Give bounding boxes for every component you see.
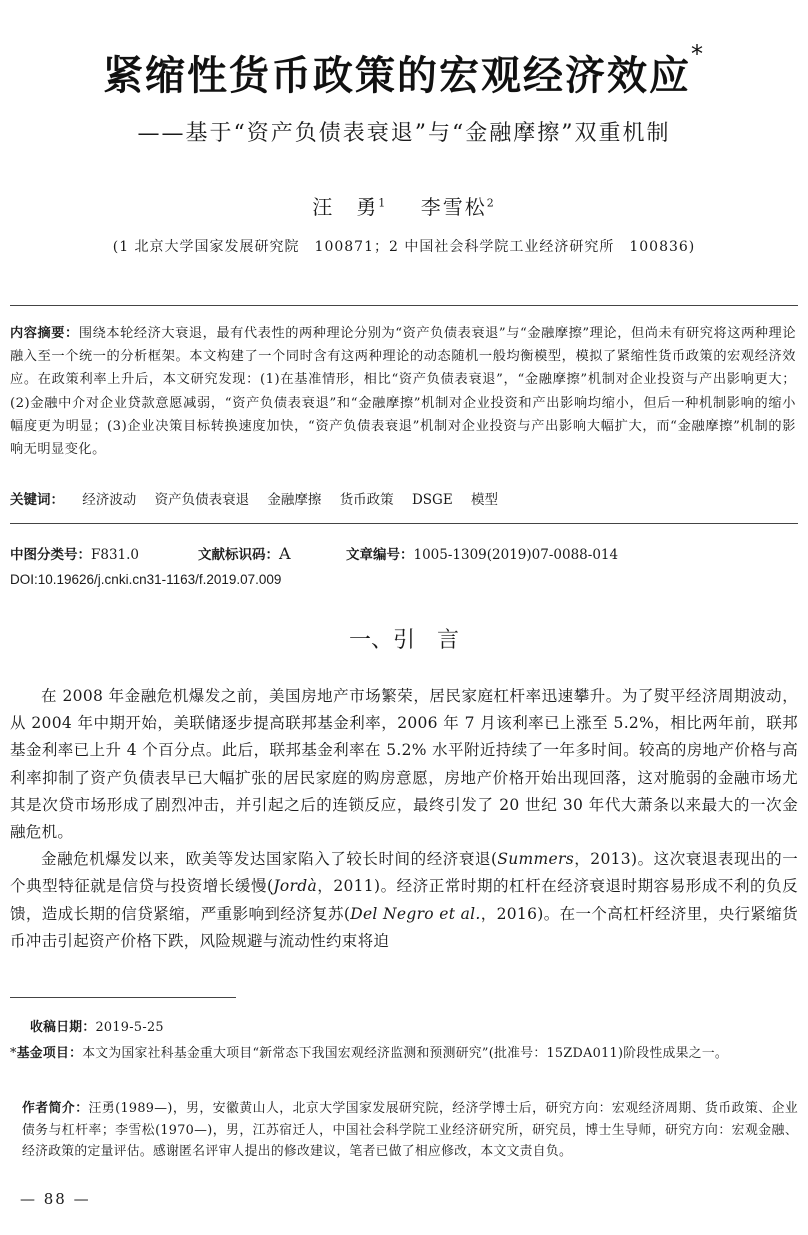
page-number: — 88 —	[20, 1190, 91, 1208]
abstract-text: 围绕本轮经济大衰退，最有代表性的两种理论分别为“资产负债表衰退”与“金融摩擦”理论，但尚未有研究将这两种理论融入至一个统一的分析框架。本文构建了一个同时含有这两种理论的动态随机一般均衡模型，模拟了紧缩性货币政策的宏观经济效应。在政策利率上升后，本文研究发现：(1)在基准情形，相比“资产负债表衰退”，“金融摩擦”机制对企业投资与产出影响更大；(2)金融中介对企业贷款意愿减弱，“资产负债表衰退”和“金融摩擦”机制对企业投资和产出影响均缩小，但后一种机制影响的缩小幅度更为明显；(3)企业决策目标转换速度加快，“资产负债表衰退”机制对企业投资与产出影响大幅扩大，而“金融摩擦”机制的影响无明显变化。	[10, 326, 797, 458]
fund-note	[10, 1043, 798, 1065]
paper-subtitle: ——基于“资产负债表衰退”与“金融摩擦”双重机制	[137, 121, 671, 146]
doi: DOI:10.19626/j.cnki.cn31-1163/f.2019.07.009	[10, 572, 282, 587]
author-affil-mark: 1	[378, 196, 388, 210]
received-label: 收稿日期：	[30, 1020, 96, 1035]
paragraph: 在 2008 年金融危机爆发之前，美国房地产市场繁荣，居民家庭杠杆率迅速攀升。为了熨平经济周期波动，从 2004 年中期开始，美联储逐步提高联邦基金利率，2006 年 7 月该利率已上涨至 5.2%，相比两年前，联邦基金利率已上升 4 个百分点。此后，联邦基金利率在 5.2% 水平附近持续了一年多时间。较高的房地产价格与高利率抑制了资产负债表早已大幅扩张的居民家庭的购房意愿，房地产价格开始出现回落，这对脆弱的金融市场尤其是次贷市场形成了剧烈冲击，并引起之后的连锁反应，最终引发了 20 世纪 30 年代大萧条以来最大的一次金融危机。	[10, 687, 798, 842]
clc-value: F831.0	[91, 547, 140, 563]
abstract-label: 内容摘要：	[10, 326, 79, 341]
author-bio-value: 汪勇(1989—)，男，安徽黄山人，北京大学国家发展研究院，经济学博士后，研究方向：宏观经济周期、货币政策、企业债务与杠杆率；李雪松(1970—)，男，江苏宿迁人，中国社会科学院工业经济研究所，研究员，博士生导师，研究方向：宏观金融、经济政策的定量评估。感谢匿名评审人提出的修改建议，笔者已做了相应修改，本文文责自负。	[22, 1101, 799, 1159]
citation: Jordà	[273, 877, 317, 896]
body-text	[10, 683, 798, 955]
paper-title	[0, 40, 808, 101]
document-code	[198, 543, 291, 563]
abstract-bottom-rule	[10, 523, 798, 524]
author-affil-mark: 2	[486, 196, 496, 210]
paragraph	[10, 846, 798, 955]
abstract	[10, 322, 796, 461]
title-footnote-mark: *	[691, 40, 705, 68]
footnote-rule	[10, 997, 236, 998]
keyword: 资产负债表衰退	[154, 492, 250, 508]
citation: Summers	[497, 850, 574, 869]
text-run: ，2011)。经济正常时期的杠杆在经济衰退时期容易形成不利的负反馈，造成长期的信贷紧缩，严重影响到经济复苏(	[10, 877, 798, 923]
author-bio-label: 作者简介：	[22, 1101, 89, 1116]
keyword: 货币政策	[339, 492, 394, 508]
received-value: 2019-5-25	[95, 1020, 164, 1035]
author-list	[0, 191, 808, 220]
author-bio	[22, 1098, 798, 1163]
text-run: ，2013)。这次衰退表现出的一个典型特征就是信贷与投资增长缓慢(	[10, 850, 799, 896]
article-number-label: 文章编号：	[346, 547, 414, 563]
keyword: DSGE 模型	[411, 492, 498, 508]
text-run: 金融危机爆发以来，欧美等发达国家陷入了较长时间的经济衰退(	[41, 850, 498, 869]
author-name: 李雪松	[420, 195, 487, 219]
author-name: 汪 勇	[312, 195, 379, 219]
fund-footnote-mark: *	[10, 1046, 17, 1061]
fund-label: 基金项目：	[16, 1046, 83, 1061]
affiliations: (1 北京大学国家发展研究院 100871；2 中国社会科学院工业经济研究所 100836)	[112, 239, 696, 255]
received-date	[30, 1017, 808, 1039]
abstract-top-rule	[10, 305, 798, 306]
clc-label: 中图分类号：	[10, 547, 91, 563]
doc-code-value: A	[279, 544, 291, 563]
clc-number	[10, 543, 139, 563]
keywords-label: 关键词：	[10, 492, 64, 508]
title-text: 紧缩性货币政策的宏观经济效应	[103, 53, 691, 99]
keywords	[10, 488, 498, 508]
fund-value: 本文为国家社科基金重大项目“新常态下我国宏观经济监测和预测研究”(批准号：15ZDA011)阶段性成果之一。	[82, 1046, 729, 1061]
keyword: 经济波动	[82, 492, 137, 508]
doc-code-label: 文献标识码：	[198, 547, 279, 563]
keyword: 金融摩擦	[267, 492, 322, 508]
citation: Del Negro et al.	[350, 904, 481, 923]
text-run: ，2016)。在一个高杠杆经济里，央行紧缩货币冲击引起资产价格下跌，风险规避与流动性约束将迫	[10, 904, 798, 950]
article-number-value: 1005-1309(2019)07-0088-014	[413, 547, 619, 563]
section-heading: 一、引 言	[348, 628, 459, 653]
article-number	[346, 543, 618, 563]
